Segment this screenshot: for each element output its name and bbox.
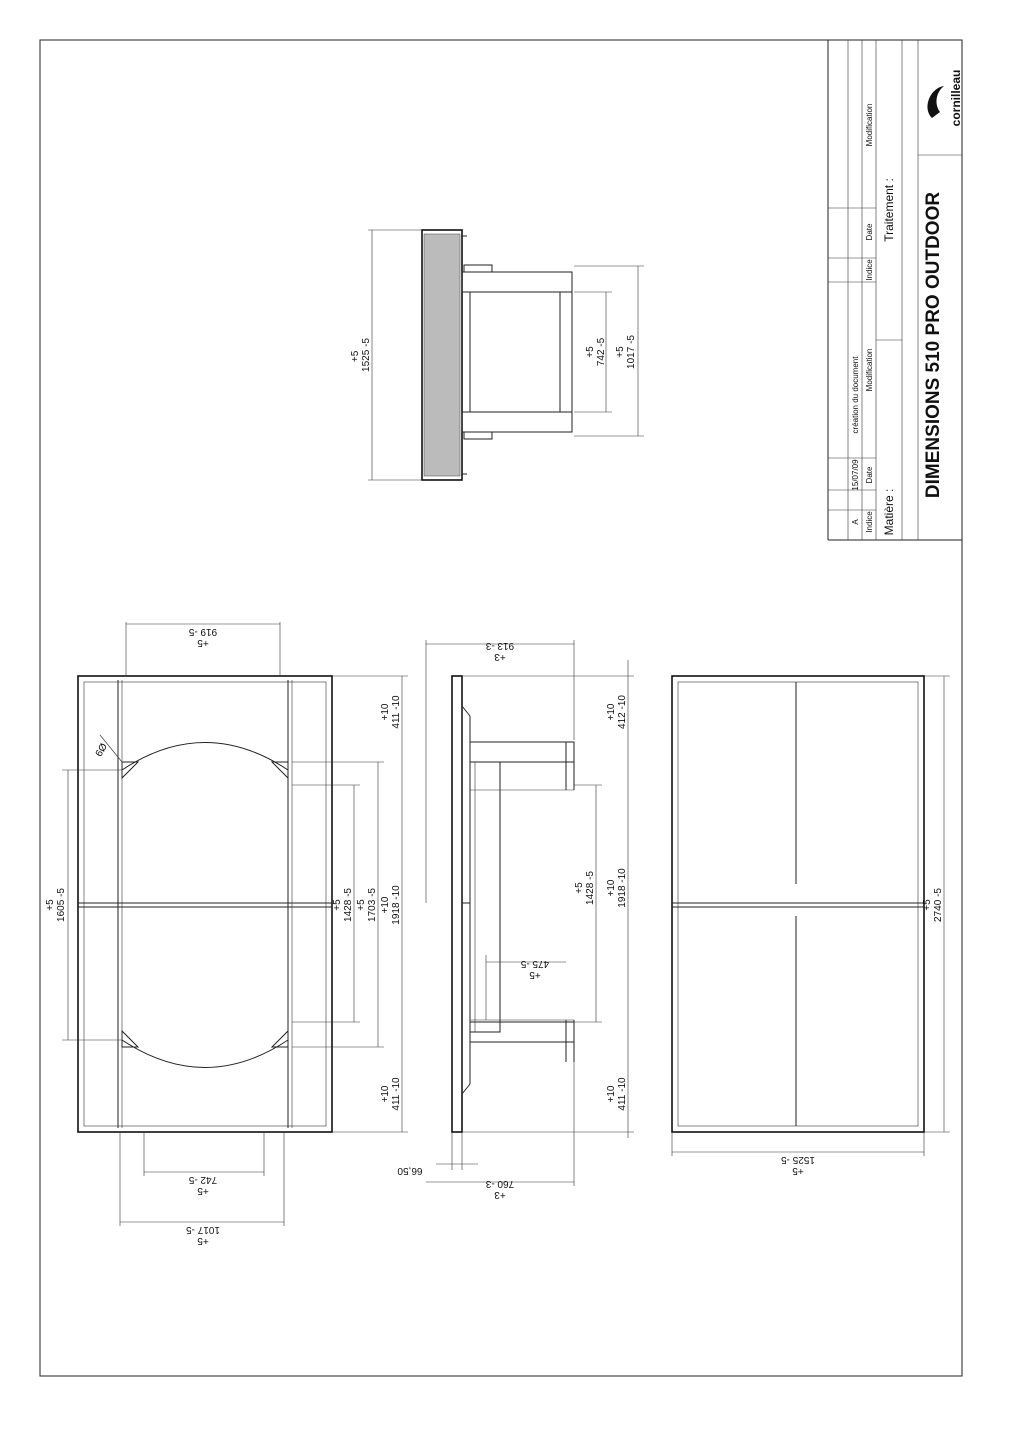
matiere-label: Matière : xyxy=(882,488,896,536)
dim-1525-folded xyxy=(350,338,372,372)
rev-indice-value: A xyxy=(851,519,860,525)
header-indice-2: Indice xyxy=(865,259,874,281)
rev-date-value: 15/07/09 xyxy=(851,459,860,491)
dim-diameter-9: Ø9 xyxy=(92,740,109,758)
dim-760: +3760 -3 xyxy=(485,1178,515,1200)
title-block xyxy=(828,40,963,540)
dim-tol-plus: +5 xyxy=(350,350,361,363)
dim-1428: +51428 -5 xyxy=(332,888,354,922)
dim-475: +5475 -5 xyxy=(520,958,550,980)
dim-742-folded: +5742 -5 xyxy=(585,337,607,367)
header-date-2: Date xyxy=(865,223,874,241)
dim-1918-bottom: +101918 -10 xyxy=(380,885,402,925)
top-view xyxy=(672,676,950,1176)
side-view xyxy=(397,640,634,1200)
dim-1017-bottom: +51017 -5 xyxy=(186,1224,220,1246)
dim-1605: +51605 -5 xyxy=(45,888,67,922)
brand-name: cornilleau xyxy=(949,69,963,127)
rev-description: création du document xyxy=(851,356,860,434)
header-indice: Indice xyxy=(865,511,874,533)
dim-2740: +52740 -5 xyxy=(922,888,944,922)
header-modification: Modification xyxy=(865,348,874,392)
dim-411-top: +10411 -10 xyxy=(380,695,402,729)
dim-412: +10412 -10 xyxy=(606,695,628,729)
drawing-title: DIMENSIONS 510 PRO OUTDOOR xyxy=(923,191,944,499)
dim-1703: +51703 -5 xyxy=(356,888,378,922)
header-modification-2: Modification xyxy=(865,103,874,147)
dim-1428-side: +51428 -5 xyxy=(574,871,596,905)
dim-66-50: 66,50 xyxy=(397,1165,423,1176)
drawing-frame xyxy=(40,40,962,1376)
brand-logo xyxy=(928,70,963,127)
dim-value: 1525 -5 xyxy=(361,338,372,372)
bottom-view xyxy=(45,622,408,1246)
dim-919: +5919 -5 xyxy=(188,626,218,648)
dim-411-side: +10411 -10 xyxy=(606,1077,628,1111)
traitement-label: Traitement : xyxy=(882,178,896,242)
dim-411-bottom: +10411 -10 xyxy=(380,1077,402,1111)
header-date: Date xyxy=(865,466,874,484)
dim-913: +3913 -3 xyxy=(485,640,515,662)
folded-side-view xyxy=(350,230,644,480)
dim-1525-top: +51525 -5 xyxy=(781,1154,815,1176)
dim-742-bottom: +5742 -5 xyxy=(188,1174,218,1196)
dim-1017-folded: +51017 -5 xyxy=(615,335,637,369)
dim-1918-side: +101918 -10 xyxy=(606,868,628,908)
